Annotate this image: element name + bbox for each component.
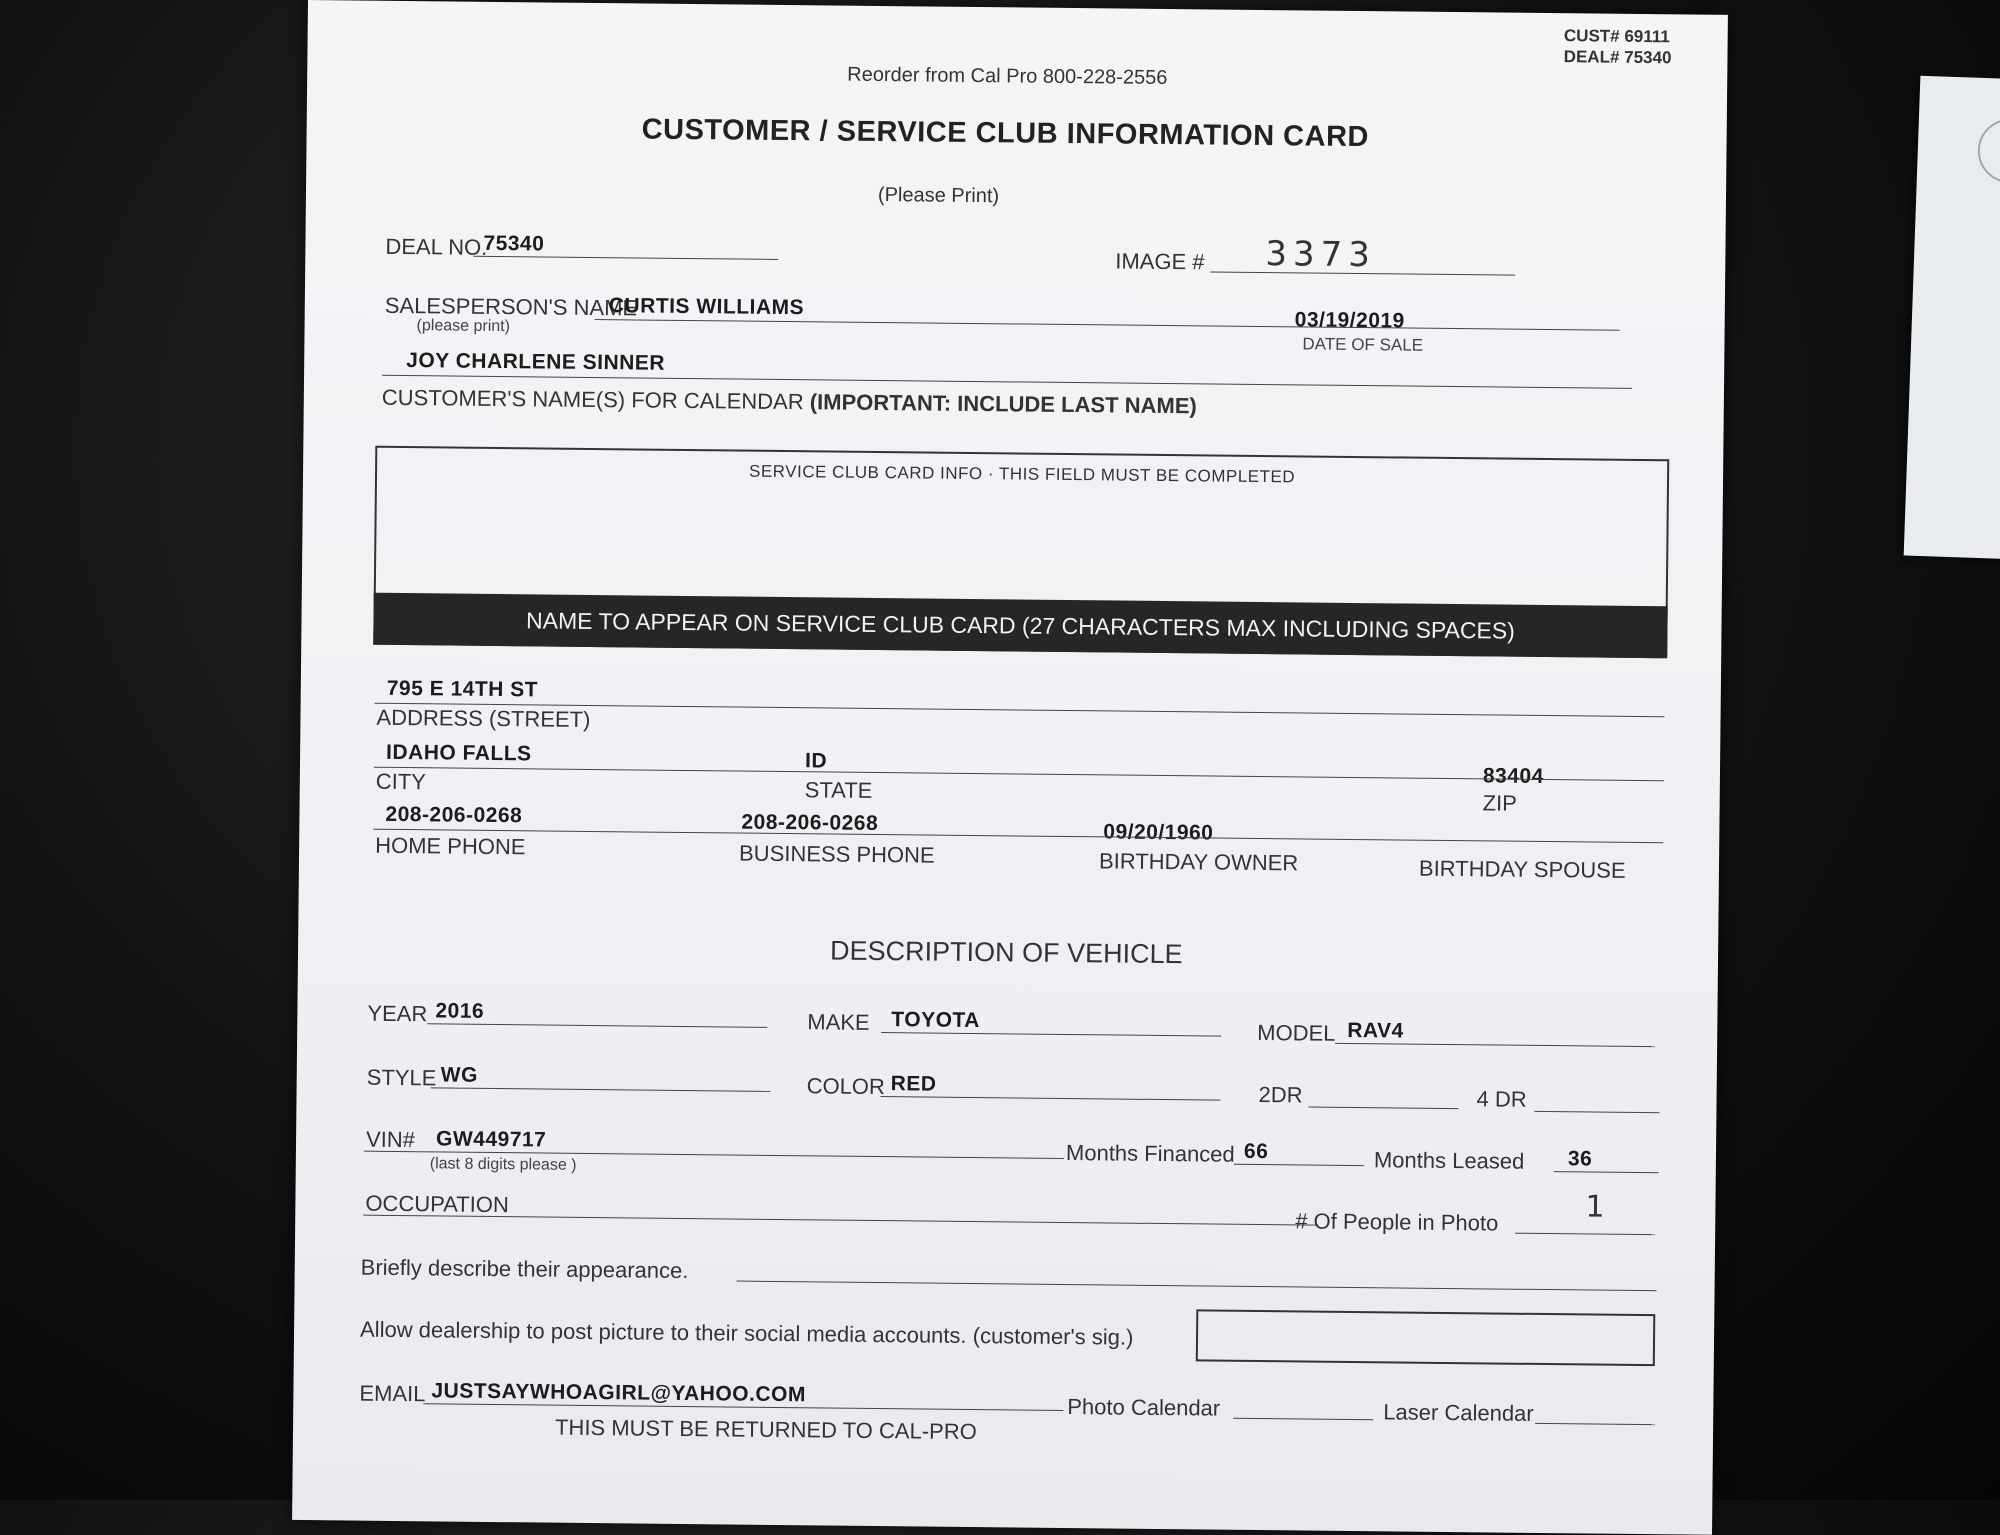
service-box-name-bar: NAME TO APPEAR ON SERVICE CLUB CARD (27 CHARACTERS MAX INCLUDING SPACES): [373, 593, 1667, 659]
occupation-line: [363, 1215, 1318, 1226]
months-financed-line: [1234, 1164, 1364, 1166]
salesperson-label: SALESPERSON'S NAME: [384, 292, 638, 321]
email-value: JUSTSAYWHOAGIRL@YAHOO.COM: [431, 1379, 807, 1407]
customer-name-value: JOY CHARLENE SINNER: [406, 349, 666, 375]
zip-value: 83404: [1482, 764, 1544, 788]
style-line: [431, 1087, 771, 1092]
image-number-label: IMAGE #: [1115, 248, 1205, 275]
state-label: STATE: [804, 777, 873, 803]
months-leased-line: [1554, 1171, 1659, 1173]
color-value: RED: [890, 1072, 937, 1096]
people-in-photo-value: 1: [1585, 1189, 1611, 1225]
appearance-line: [737, 1281, 1657, 1292]
year-line: [427, 1023, 767, 1028]
home-phone-label: HOME PHONE: [375, 832, 526, 860]
cust-deal-block: [1564, 25, 1672, 68]
state-value: ID: [804, 749, 828, 773]
salesperson-line: [595, 319, 1620, 331]
cust-number: CUST# 69111: [1563, 26, 1670, 47]
social-media-label: Allow dealership to post picture to their social media accounts. (customer's sig.): [359, 1316, 1134, 1350]
image-number-value: 3373: [1265, 234, 1377, 276]
deal-number-corner: DEAL# 75340: [1563, 47, 1672, 68]
four-door-line: [1534, 1111, 1659, 1113]
vin-value: GW449717: [435, 1127, 547, 1152]
occupation-label: OCCUPATION: [365, 1190, 509, 1218]
appearance-label: Briefly describe their appearance.: [360, 1254, 689, 1284]
zip-label: ZIP: [1482, 790, 1518, 816]
people-in-photo-line: [1515, 1233, 1655, 1235]
deal-no-label: DEAL NO.: [385, 233, 488, 260]
birthday-spouse-label: BIRTHDAY SPOUSE: [1418, 855, 1626, 883]
photo-calendar-line: [1233, 1418, 1373, 1420]
date-of-sale-value: 03/19/2019: [1294, 308, 1405, 333]
vin-label: VIN#: [365, 1126, 416, 1153]
vehicle-heading: DESCRIPTION OF VEHICLE: [829, 935, 1183, 970]
make-line: [881, 1032, 1221, 1037]
style-value: WG: [440, 1063, 479, 1087]
information-card: [292, 0, 1728, 1535]
city-label: CITY: [375, 768, 427, 795]
service-box-instruction: SERVICE CLUB CARD INFO · THIS FIELD MUST BE COMPLETED: [748, 461, 1296, 487]
salesperson-sub: (please print): [416, 317, 511, 336]
model-value: RAV4: [1347, 1018, 1404, 1043]
address-label: ADDRESS (STREET): [376, 704, 591, 732]
service-club-box[interactable]: [373, 446, 1669, 659]
date-of-sale-label: DATE OF SALE: [1302, 334, 1424, 355]
please-print-note: (Please Print): [877, 183, 1000, 208]
two-door-line: [1308, 1107, 1458, 1110]
months-financed-value: 66: [1243, 1139, 1269, 1164]
four-door-label: 4 DR: [1476, 1086, 1527, 1112]
people-in-photo-label: # Of People in Photo: [1295, 1208, 1499, 1236]
address-value: 795 E 14TH ST: [386, 676, 539, 702]
vin-sub: (last 8 digits please ): [429, 1155, 577, 1174]
customer-name-label: CUSTOMER'S NAME(S) FOR CALENDAR (IMPORTANT: INCLUDE LAST NAME): [381, 384, 1197, 419]
months-financed-label: Months Financed: [1065, 1140, 1235, 1167]
two-door-label: 2DR: [1258, 1082, 1303, 1108]
home-phone-value: 208-206-0268: [385, 802, 523, 828]
laser-calendar-line: [1535, 1423, 1655, 1425]
return-notice: THIS MUST BE RETURNED TO CAL-PRO: [554, 1414, 977, 1445]
model-line: [1335, 1043, 1655, 1047]
reorder-text: Reorder from Cal Pro 800-228-2556: [847, 63, 1168, 90]
year-label: YEAR: [367, 1000, 428, 1027]
make-value: TOYOTA: [891, 1008, 981, 1033]
city-line: [374, 767, 1664, 782]
birthday-owner-label: BIRTHDAY OWNER: [1098, 848, 1299, 876]
seal-icon: [1977, 118, 2000, 184]
salesperson-value: CURTIS WILLIAMS: [608, 294, 805, 320]
deal-no-line: [473, 256, 778, 260]
months-leased-label: Months Leased: [1373, 1147, 1525, 1174]
business-phone-value: 208-206-0268: [741, 810, 879, 836]
city-value: IDAHO FALLS: [386, 740, 532, 766]
months-leased-value: 36: [1567, 1147, 1593, 1171]
business-phone-label: BUSINESS PHONE: [738, 840, 935, 868]
email-label: EMAIL: [359, 1380, 426, 1407]
birthday-owner-value: 09/20/1960: [1103, 820, 1214, 845]
model-label: MODEL: [1257, 1019, 1336, 1046]
background-document: [1904, 76, 2000, 561]
deal-no-value: 75340: [483, 231, 545, 256]
style-label: STYLE: [366, 1064, 437, 1091]
year-value: 2016: [435, 999, 485, 1023]
color-line: [881, 1096, 1221, 1101]
color-label: COLOR: [806, 1073, 886, 1100]
phone-line: [373, 829, 1663, 844]
make-label: MAKE: [807, 1009, 870, 1035]
customer-signature-box[interactable]: [1196, 1309, 1656, 1366]
card-title: CUSTOMER / SERVICE CLUB INFORMATION CARD: [641, 113, 1370, 154]
photo-calendar-label: Photo Calendar: [1067, 1394, 1221, 1421]
laser-calendar-label: Laser Calendar: [1383, 1399, 1534, 1426]
